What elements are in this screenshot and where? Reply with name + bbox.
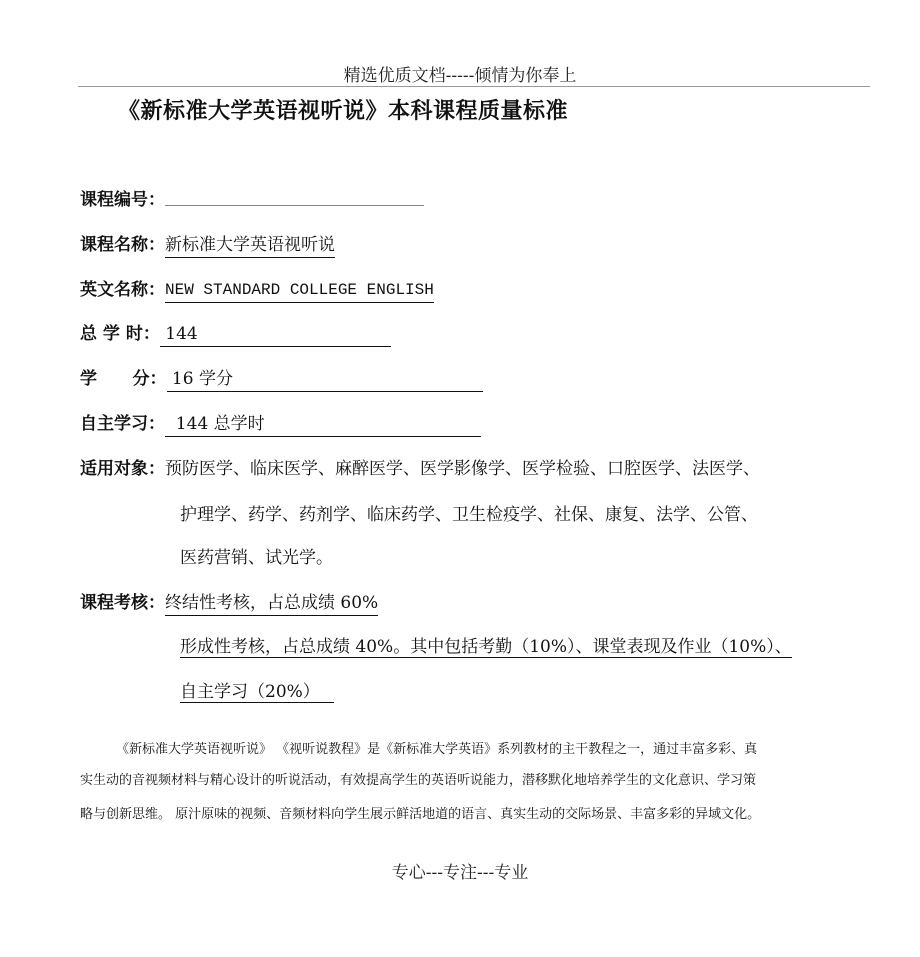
field-label: 英文名称： xyxy=(80,280,165,300)
field-label: 自主学习： xyxy=(80,414,165,434)
field-label: 总 学 时： xyxy=(80,324,160,344)
audience-line: 预防医学、临床医学、麻醉医学、医学影像学、医学检验、口腔医学、法医学、 xyxy=(165,459,760,479)
field-english-name xyxy=(80,278,434,303)
page-header: 精选优质文档-----倾情为你奉上 xyxy=(343,66,577,86)
field-course-code xyxy=(80,188,424,212)
field-label: 课程考核： xyxy=(80,593,165,613)
total-hours-value: 144 xyxy=(160,322,391,347)
english-name-value: NEW STANDARD COLLEGE ENGLISH xyxy=(165,278,434,303)
audience-line: 护理学、药学、药剂学、临床药学、卫生检疫学、社保、康复、法学、公管、 xyxy=(180,505,758,525)
self-study-value: 144 总学时 xyxy=(165,412,481,437)
page-footer: 专心---专注---专业 xyxy=(391,863,529,883)
audience-line: 医药营销、试光学。 xyxy=(180,548,333,568)
description-line: 《新标准大学英语视听说》 《视听说教程》是《新标准大学英语》系列教材的主干教程之一，通过丰富多彩、真 xyxy=(116,742,758,757)
field-self-study xyxy=(80,412,481,437)
field-audience xyxy=(80,457,760,481)
field-assessment xyxy=(80,591,378,616)
field-label: 课程名称： xyxy=(80,235,165,255)
header-divider xyxy=(78,86,870,87)
page-title: 《新标准大学英语视听说》本科课程质量标准 xyxy=(118,99,569,124)
field-label: 适用对象： xyxy=(80,459,165,479)
assessment-line: 终结性考核，占总成绩 60% xyxy=(165,591,378,616)
assessment-line: 形成性考核，占总成绩 40%。其中包括考勤（10%）、课堂表现及作业（10%）、 xyxy=(180,637,792,657)
description-line: 略与创新思维。 原汁原味的视频、音频材料向学生展示鲜活地道的语言、真实生动的交际场景、丰富多彩的异域文化。 xyxy=(80,807,761,822)
field-course-name xyxy=(80,233,335,258)
description-line: 实生动的音视频材料与精心设计的听说活动，有效提高学生的英语听说能力，潜移默化地培养学生的文化意识、学习策 xyxy=(80,773,757,788)
field-label: 学 分： xyxy=(80,369,167,389)
field-label: 课程编号： xyxy=(80,190,165,210)
field-total-hours xyxy=(80,322,391,347)
assessment-line: 自主学习（20%） xyxy=(180,680,334,704)
credits-value: 16 学分 xyxy=(167,367,483,392)
course-code-blank xyxy=(165,188,424,206)
course-name-value: 新标准大学英语视听说 xyxy=(165,233,335,258)
field-credits xyxy=(80,367,483,392)
